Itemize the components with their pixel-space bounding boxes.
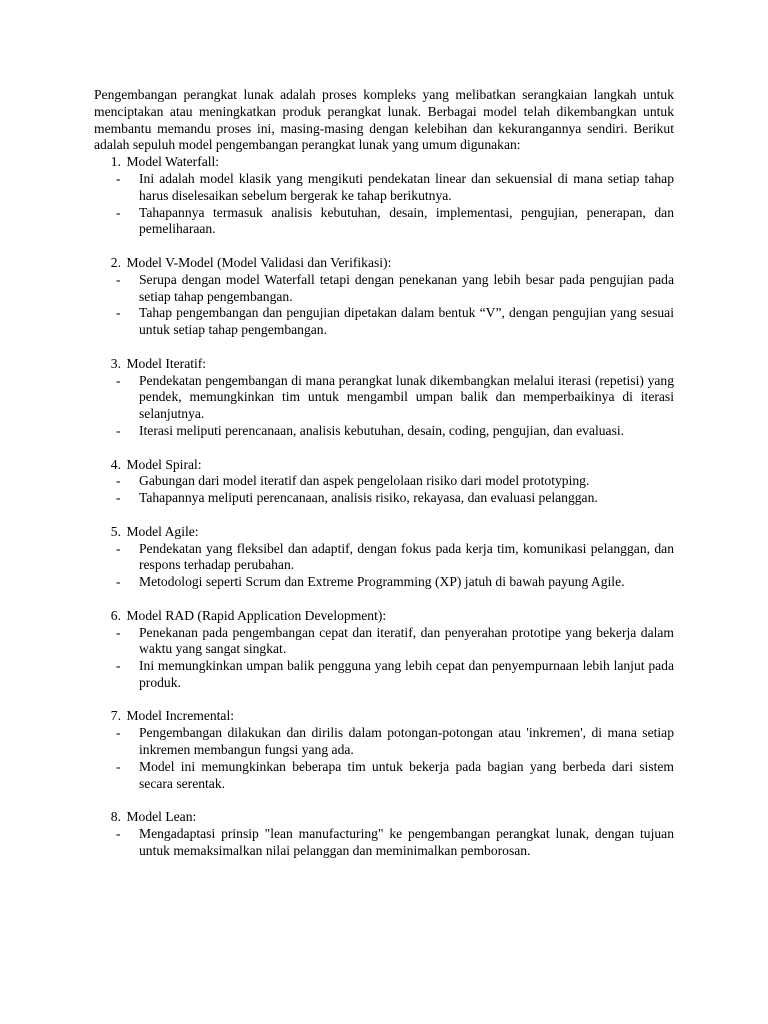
model-item bbox=[94, 154, 674, 238]
bullet-item bbox=[94, 423, 674, 440]
bullet-dash: - bbox=[116, 624, 121, 640]
model-name: Model Lean: bbox=[126, 809, 197, 825]
bullet-text: Ini memungkinkan umpan balik pengguna yang lebih cepat dan penyempurnaan lebih lanjut pada produk. bbox=[139, 658, 674, 690]
bullet-dash: - bbox=[116, 305, 121, 321]
bullet-text: Tahap pengembangan dan pengujian dipetakan dalam bentuk “V”, dengan pengujian yang sesuai untuk setiap tahap pengembangan. bbox=[139, 305, 674, 338]
model-list bbox=[94, 154, 674, 859]
model-number: 2. bbox=[110, 254, 121, 270]
bullet-dash: - bbox=[116, 658, 121, 674]
bullet-dash: - bbox=[116, 271, 121, 287]
bullet-dash: - bbox=[116, 758, 121, 774]
bullet-list bbox=[94, 725, 674, 792]
model-item bbox=[94, 356, 674, 440]
model-heading bbox=[94, 809, 674, 826]
bullet-item bbox=[94, 373, 674, 423]
bullet-item bbox=[94, 541, 674, 575]
model-number: 7. bbox=[110, 708, 121, 724]
model-number: 3. bbox=[110, 355, 121, 371]
model-item bbox=[94, 524, 674, 591]
bullet-list bbox=[94, 826, 674, 860]
bullet-text: Pendekatan pengembangan di mana perangkat lunak dikembangkan melalui iterasi (repetisi) yang pendek, memungkinkan tim untuk mengambil umpan balik dan memperbaikinya di iterasi selanjutnya. bbox=[139, 372, 674, 422]
model-name: Model Incremental: bbox=[126, 708, 235, 724]
bullet-dash: - bbox=[116, 725, 121, 741]
model-number: 8. bbox=[110, 809, 121, 825]
bullet-item bbox=[94, 473, 674, 490]
bullet-dash: - bbox=[116, 170, 121, 186]
model-name: Model V-Model (Model Validasi dan Verifikasi): bbox=[126, 254, 392, 270]
bullet-text: Metodologi seperti Scrum dan Extreme Programming (XP) jatuh di bawah payung Agile. bbox=[139, 574, 625, 590]
bullet-item bbox=[94, 171, 674, 205]
bullet-text: Mengadaptasi prinsip "lean manufacturing" ke pengembangan perangkat lunak, dengan tujuan untuk memaksimalkan nilai pelanggan dan meminimalkan pemborosan. bbox=[139, 826, 674, 858]
bullet-text: Serupa dengan model Waterfall tetapi dengan penekanan yang lebih besar pada pengujian pada setiap tahap pengembangan. bbox=[139, 271, 674, 304]
model-heading bbox=[94, 708, 674, 725]
model-heading bbox=[94, 356, 674, 373]
bullet-item bbox=[94, 759, 674, 793]
bullet-list bbox=[94, 541, 674, 591]
bullet-item bbox=[94, 305, 674, 339]
bullet-text: Iterasi meliputi perencanaan, analisis kebutuhan, desain, coding, pengujian, dan evaluasi. bbox=[139, 422, 625, 438]
model-name: Model Iteratif: bbox=[126, 355, 207, 371]
model-heading bbox=[94, 457, 674, 474]
model-item bbox=[94, 809, 674, 859]
bullet-text: Penekanan pada pengembangan cepat dan iteratif, dan penyerahan prototipe yang bekerja dalam waktu yang sangat singkat. bbox=[139, 624, 674, 657]
bullet-text: Pengembangan dilakukan dan dirilis dalam potongan-potongan atau 'inkremen', di mana setiap inkremen membangun fungsi yang ada. bbox=[139, 725, 674, 758]
bullet-text: Model ini memungkinkan beberapa tim untuk bekerja pada bagian yang berbeda dari sistem secara serentak. bbox=[139, 758, 674, 791]
model-name: Model Waterfall: bbox=[126, 154, 220, 170]
bullet-dash: - bbox=[116, 490, 121, 506]
model-heading bbox=[94, 524, 674, 541]
bullet-text: Ini adalah model klasik yang mengikuti pendekatan linear dan sekuensial di mana setiap tahap harus diselesaikan sebelum bergerak ke tahap berikutnya. bbox=[139, 170, 674, 203]
bullet-text: Pendekatan yang fleksibel dan adaptif, dengan fokus pada kerja tim, komunikasi pelanggan, dan respons terhadap perubahan. bbox=[139, 540, 674, 573]
bullet-item bbox=[94, 826, 674, 860]
model-item bbox=[94, 608, 674, 692]
bullet-list bbox=[94, 473, 674, 507]
bullet-dash: - bbox=[116, 204, 121, 220]
model-number: 5. bbox=[110, 523, 121, 539]
model-name: Model Agile: bbox=[126, 523, 199, 539]
bullet-list bbox=[94, 272, 674, 339]
bullet-item bbox=[94, 574, 674, 591]
bullet-list bbox=[94, 171, 674, 238]
bullet-item bbox=[94, 205, 674, 239]
bullet-dash: - bbox=[116, 574, 121, 590]
bullet-list bbox=[94, 373, 674, 440]
bullet-text: Tahapannya meliputi perencanaan, analisis risiko, rekayasa, dan evaluasi pelanggan. bbox=[139, 490, 598, 506]
bullet-text: Gabungan dari model iteratif dan aspek pengelolaan risiko dari model prototyping. bbox=[139, 473, 590, 489]
bullet-dash: - bbox=[116, 826, 121, 842]
model-number: 6. bbox=[110, 607, 121, 623]
model-heading bbox=[94, 608, 674, 625]
bullet-dash: - bbox=[116, 422, 121, 438]
model-item bbox=[94, 457, 674, 507]
bullet-item bbox=[94, 725, 674, 759]
intro-paragraph: Pengembangan perangkat lunak adalah proses kompleks yang melibatkan serangkaian langkah untuk menciptakan atau meningkatkan produk perangkat lunak. Berbagai model telah dikembangkan untuk membantu memandu proses ini, masing-masing dengan kelebihan dan kekurangannya sendiri. Berikut adalah sepuluh model pengembangan perangkat lunak yang umum digunakan: bbox=[94, 87, 674, 153]
bullet-list bbox=[94, 625, 674, 692]
model-heading bbox=[94, 154, 674, 171]
model-item bbox=[94, 708, 674, 792]
model-item bbox=[94, 255, 674, 339]
document-page bbox=[94, 87, 674, 860]
bullet-item bbox=[94, 625, 674, 659]
model-name: Model Spiral: bbox=[126, 456, 202, 472]
bullet-dash: - bbox=[116, 473, 121, 489]
bullet-text: Tahapannya termasuk analisis kebutuhan, desain, implementasi, pengujian, penerapan, dan pemeliharaan. bbox=[139, 204, 674, 237]
model-number: 4. bbox=[110, 456, 121, 472]
model-heading bbox=[94, 255, 674, 272]
bullet-item bbox=[94, 658, 674, 692]
model-name: Model RAD (Rapid Application Development): bbox=[126, 607, 387, 623]
bullet-item bbox=[94, 272, 674, 306]
bullet-dash: - bbox=[116, 372, 121, 388]
model-number: 1. bbox=[110, 154, 121, 170]
bullet-dash: - bbox=[116, 540, 121, 556]
bullet-item bbox=[94, 490, 674, 507]
